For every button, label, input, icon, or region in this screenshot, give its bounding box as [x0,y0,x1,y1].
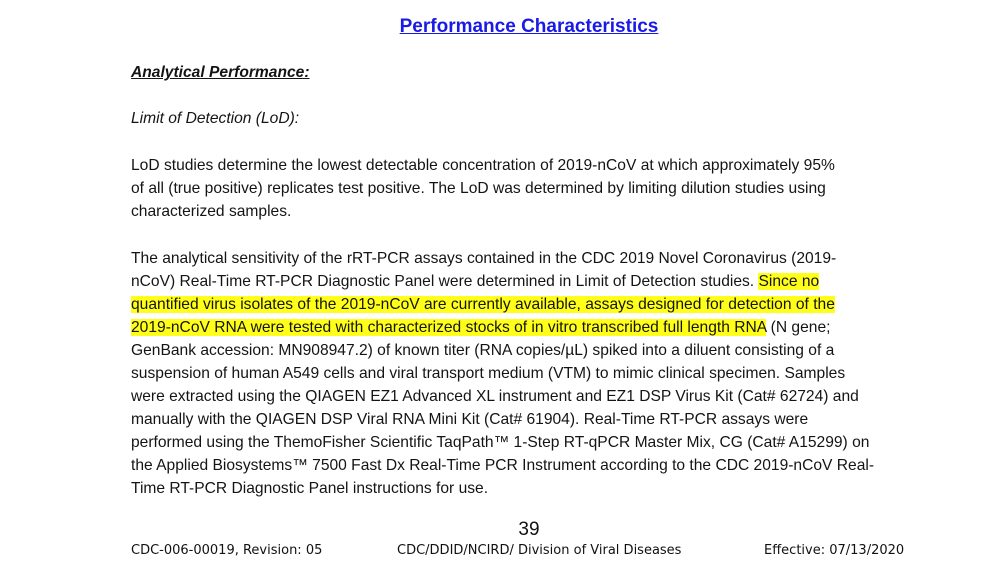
page-number: 39 [518,519,540,540]
text-line: LoD studies determine the lowest detectable concentration of 2019-nCoV at which approximately 95% [131,157,835,174]
text-line: The analytical sensitivity of the rRT-PCR assays contained in the CDC 2019 Novel Coronavirus (2019- [131,250,837,267]
footer-document-id: CDC-006-00019, Revision: 05 [131,543,323,558]
text-line: characterized samples. [131,203,292,220]
footer-effective-date: Effective: 07/13/2020 [764,543,905,558]
text-line: GenBank accession: MN908947.2) of known titer (RNA copies/µL) spiked into a diluent consisting of a [131,342,835,359]
text-line [131,293,931,316]
text-line: Time RT-PCR Diagnostic Panel instructions for use. [131,480,489,497]
page-title: Performance Characteristics [399,16,659,37]
text-segment: (N gene; [766,319,831,336]
text-line: performed using the ThemoFisher Scientific TaqPath™ 1-Step RT-qPCR Master Mix, CG (Cat# A15299) on [131,434,870,451]
document-body [131,61,931,500]
text-line: the Applied Biosystems™ 7500 Fast Dx Real-Time PCR Instrument according to the CDC 2019-nCoV Real- [131,457,875,474]
text-line: manually with the QIAGEN DSP Viral RNA Mini Kit (Cat# 61904). Real-Time RT-PCR assays were [131,411,809,428]
highlighted-text: quantified virus isolates of the 2019-nCoV are currently available, assays designed for detection of the [131,296,835,313]
paragraph-lod-definition [131,154,931,223]
subsection-heading: Limit of Detection (LoD): [131,110,300,127]
highlighted-text: Since no [758,273,820,290]
text-line: suspension of human A549 cells and viral transport medium (VTM) to mimic clinical specimen. Samples [131,365,846,382]
paragraph-analytical-sensitivity [131,247,931,500]
text-line: were extracted using the QIAGEN EZ1 Advanced XL instrument and EZ1 DSP Virus Kit (Cat# 62724) and [131,388,859,405]
highlighted-text: 2019-nCoV RNA were tested with characterized stocks of in vitro transcribed full length RNA [131,319,767,336]
text-line: of all (true positive) replicates test positive. The LoD was determined by limiting dilution studies using [131,180,826,197]
section-heading: Analytical Performance: [131,64,310,81]
text-line [131,270,931,293]
footer-division: CDC/DDID/NCIRD/ Division of Viral Diseases [397,543,682,558]
text-line [131,316,931,339]
text-segment: nCoV) Real-Time RT-PCR Diagnostic Panel were determined in Limit of Detection studies. [131,273,759,290]
